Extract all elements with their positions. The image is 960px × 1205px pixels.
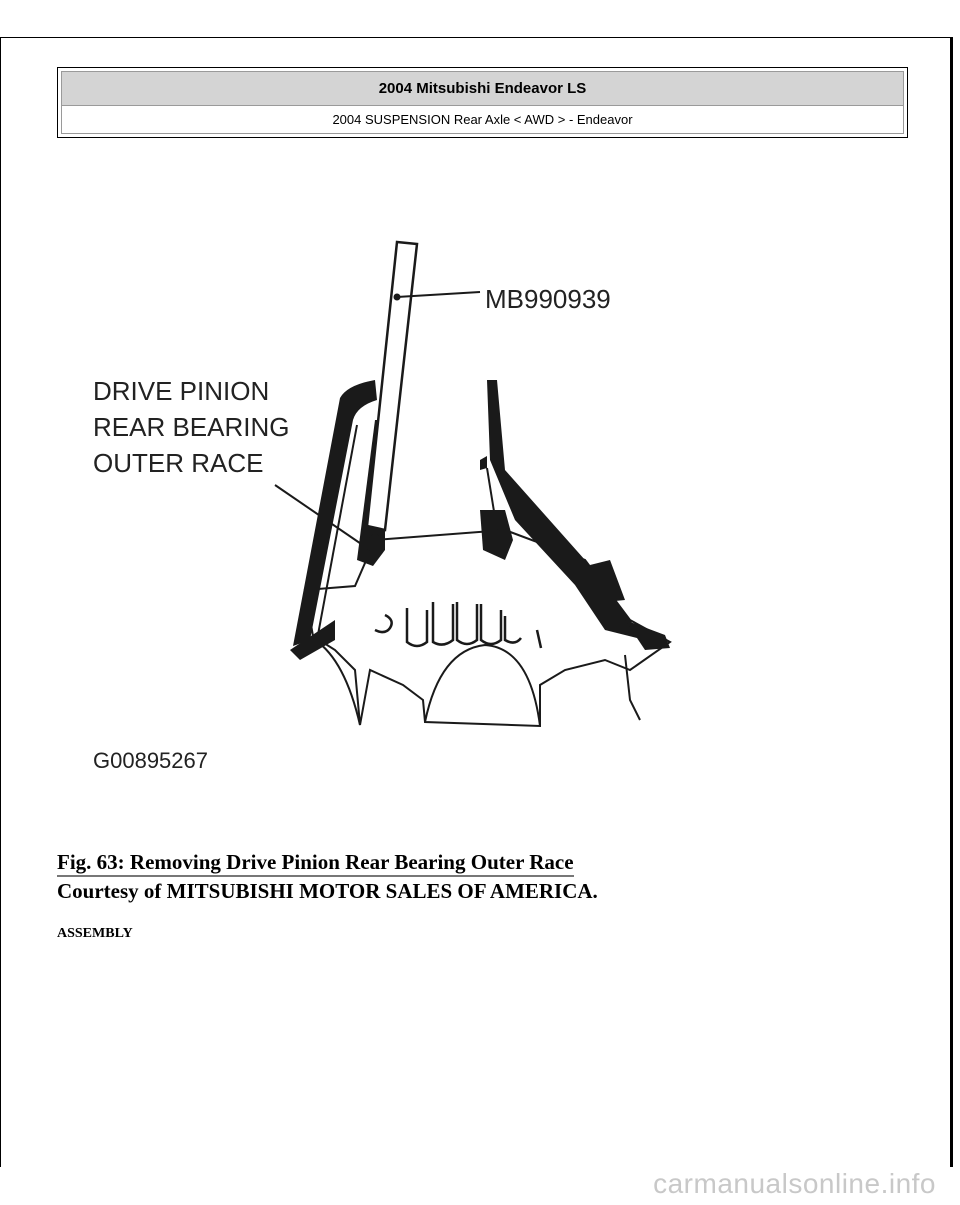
slot-4 bbox=[457, 602, 477, 644]
tool-contact-point bbox=[369, 534, 381, 546]
part-label-line-3: OUTER RACE bbox=[93, 448, 264, 478]
figure-code: G00895267 bbox=[93, 748, 208, 773]
tool-leader-dot bbox=[394, 294, 401, 301]
bearing-race-removal-drawing bbox=[85, 230, 705, 775]
housing-arch bbox=[425, 645, 540, 726]
watermark: carmanualsonline.info bbox=[653, 1168, 936, 1199]
slot-1 bbox=[375, 615, 392, 632]
housing-right-wall bbox=[487, 380, 645, 640]
caption-title[interactable]: Fig. 63: Removing Drive Pinion Rear Bearing Outer Race bbox=[57, 850, 574, 877]
part-label-line-1: DRIVE PINION bbox=[93, 376, 270, 406]
figure-caption bbox=[57, 850, 857, 904]
header-inner bbox=[61, 71, 904, 134]
slot-6 bbox=[505, 616, 521, 643]
section-heading-assembly: ASSEMBLY bbox=[57, 926, 133, 941]
figure-illustration bbox=[85, 230, 705, 775]
slot-3 bbox=[433, 602, 453, 645]
slot-5 bbox=[481, 604, 501, 644]
housing-slots bbox=[375, 602, 541, 648]
slot-2 bbox=[407, 608, 427, 646]
slot-7 bbox=[537, 630, 541, 648]
document-header bbox=[57, 67, 908, 138]
part-label-line-2: REAR BEARING bbox=[93, 412, 290, 442]
section-subtitle: 2004 SUSPENSION Rear Axle < AWD > - Endeavor bbox=[62, 106, 903, 133]
vehicle-title: 2004 Mitsubishi Endeavor LS bbox=[62, 72, 903, 106]
tool-label: MB990939 bbox=[485, 284, 611, 314]
caption-courtesy: Courtesy of MITSUBISHI MOTOR SALES OF AMERICA. bbox=[57, 879, 598, 903]
housing-right-tab bbox=[480, 456, 487, 470]
housing-right-boss bbox=[480, 510, 513, 560]
